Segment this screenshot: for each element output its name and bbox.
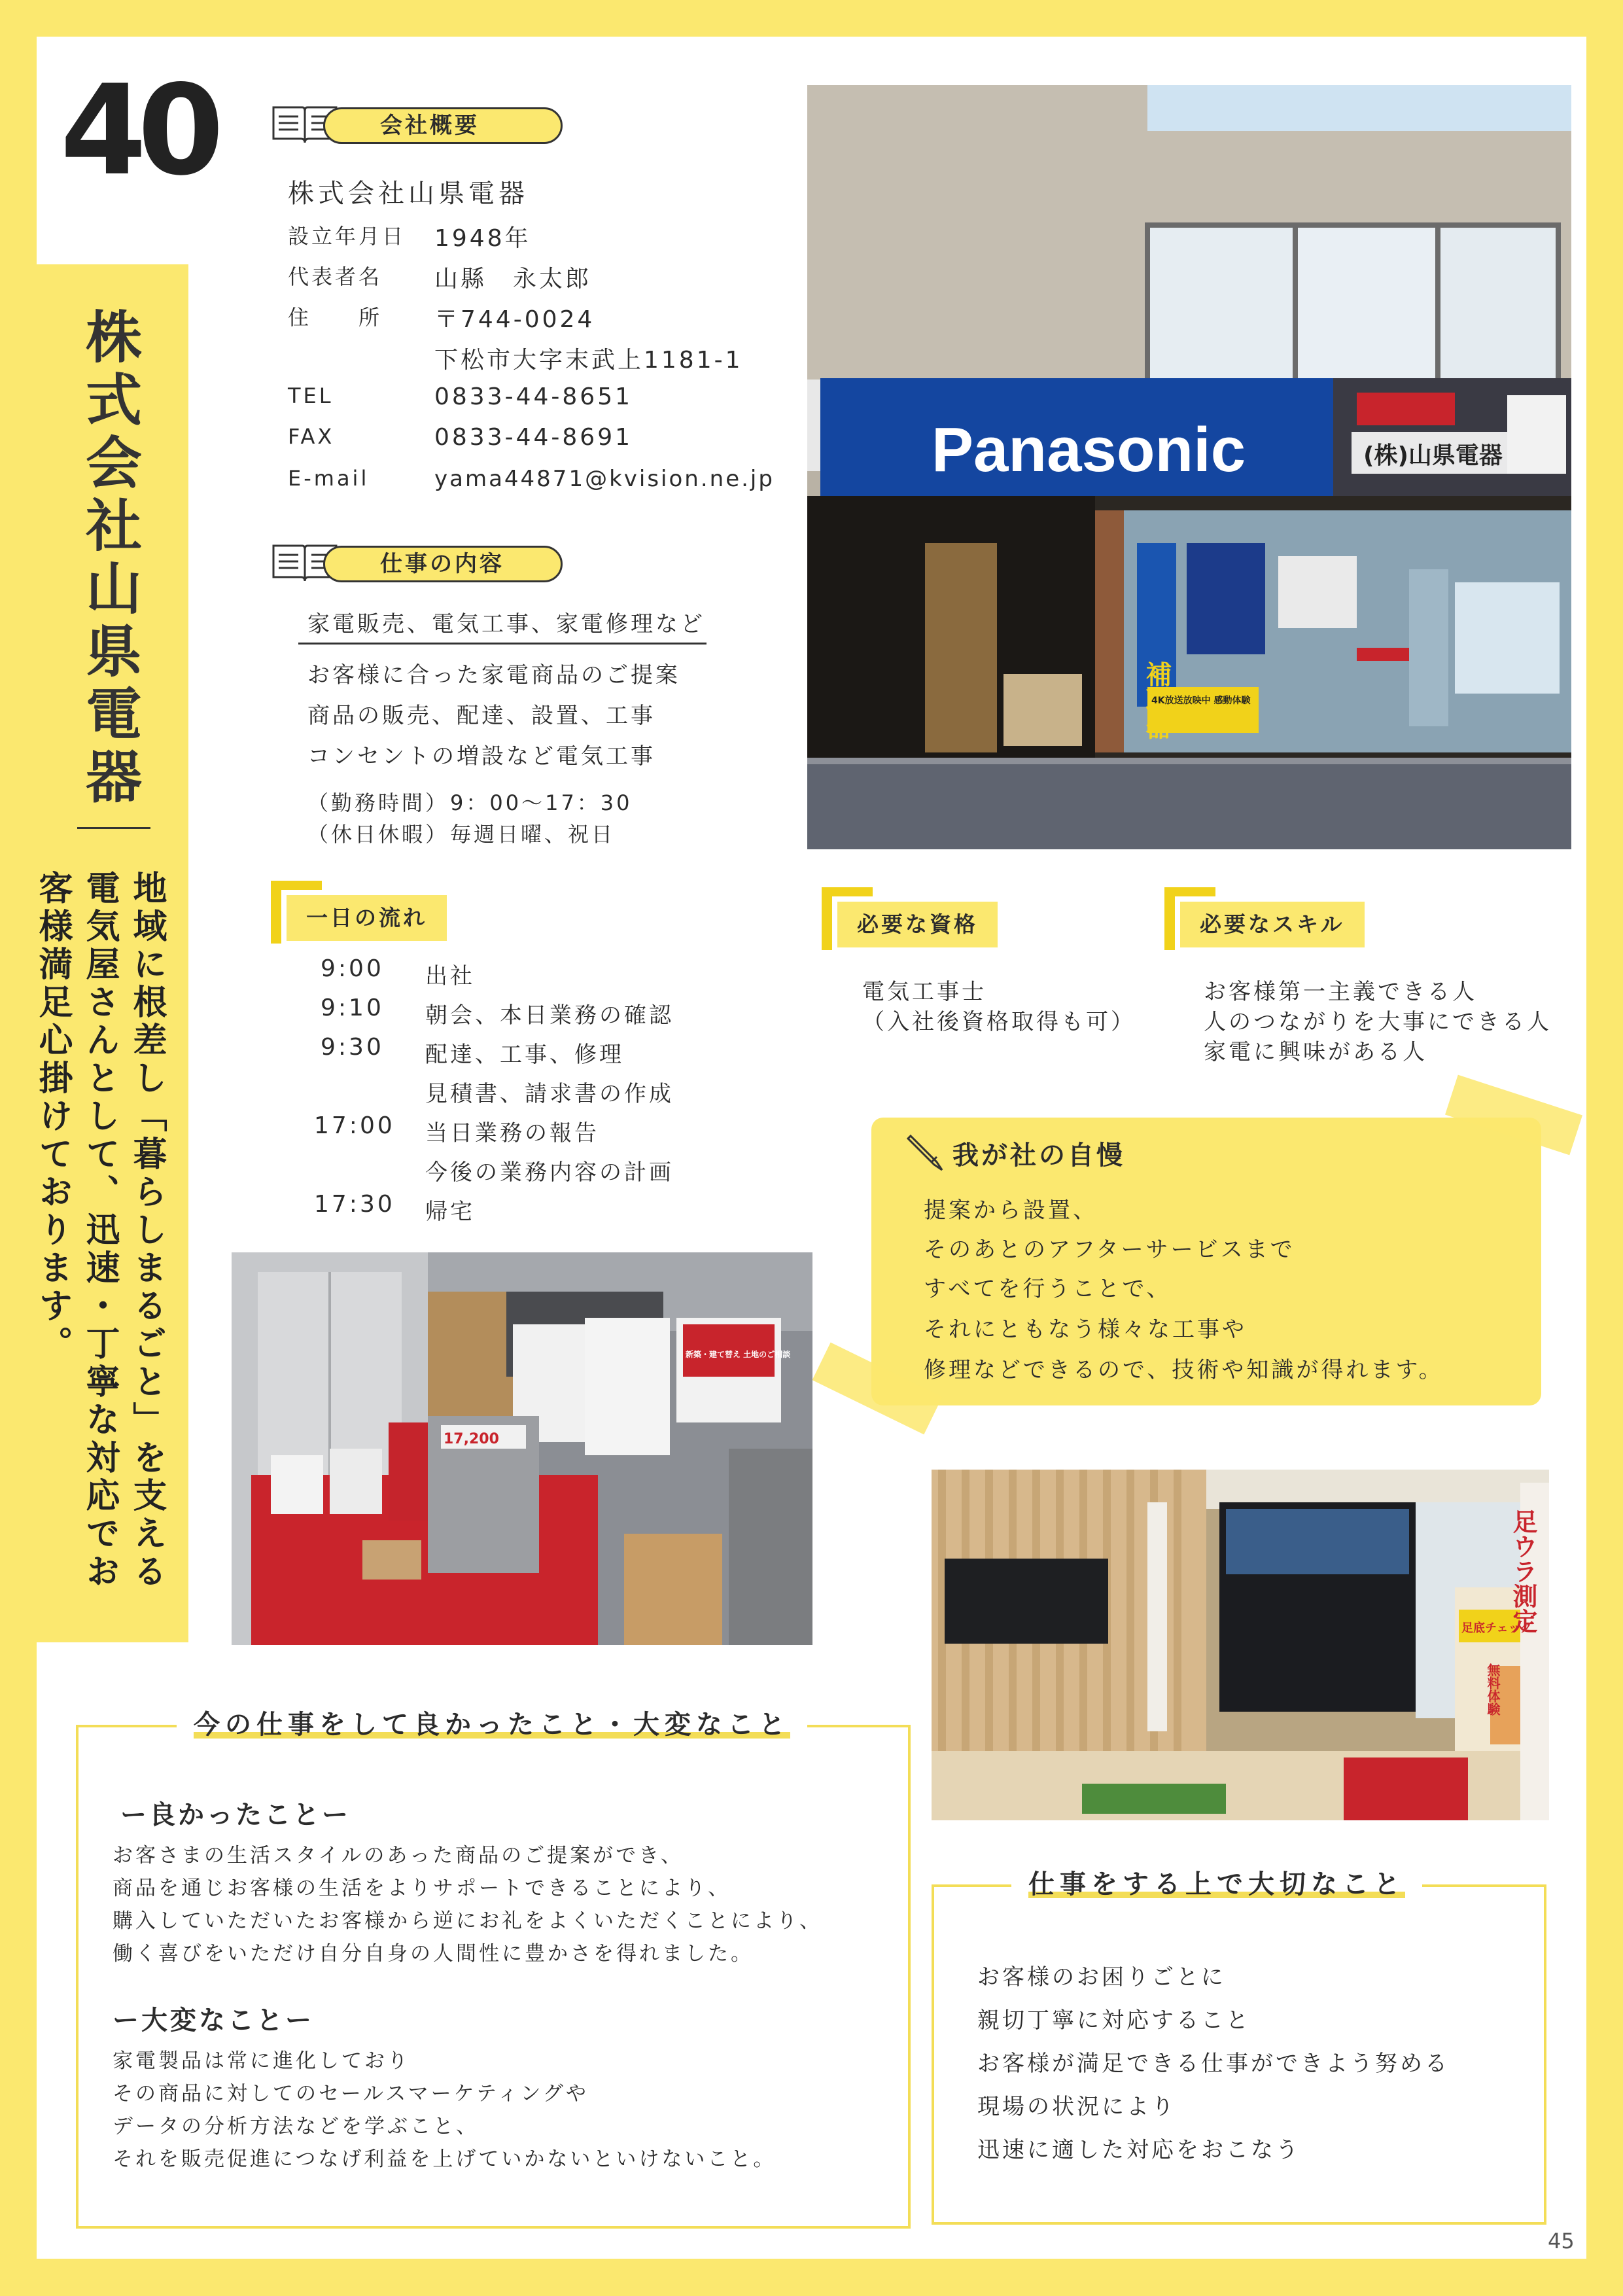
schedule-header	[271, 881, 480, 944]
skills-line: 人のつながりを大事にできる人	[1204, 1009, 1552, 1035]
overview-value: 山縣 永太郎	[434, 266, 592, 292]
work-header	[271, 542, 565, 585]
hard-line: それを販売促進につなげ利益を上げていかないといけないこと。	[113, 2147, 777, 2171]
qualification-line: （入社後資格取得も可）	[862, 1009, 1136, 1035]
work-summary: 家電販売、電気工事、家電修理など	[307, 611, 705, 637]
overview-value: 〒744-0024	[434, 306, 595, 333]
poster-sub: 無料体験	[1485, 1663, 1501, 1716]
pride-line: そのあとのアフターサービスまで	[924, 1237, 1295, 1263]
schedule-task: 帰宅	[425, 1199, 475, 1225]
hard-line: 家電製品は常に進化しており	[113, 2049, 410, 2073]
good-line: 働く喜びをいただけ自分自身の人間性に豊かさを得れました。	[113, 1942, 754, 1966]
work-line: コンセントの増設など電気工事	[307, 743, 655, 769]
schedule-heading: 一日の流れ	[287, 895, 447, 941]
overview-value: 0833-44-8651	[434, 383, 633, 410]
hours-label: （勤務時間）	[307, 790, 449, 815]
schedule-time: 9:10	[321, 995, 384, 1021]
important-line: 親切丁寧に対応すること	[977, 2007, 1251, 2034]
overview-value: 1948年	[434, 225, 531, 252]
qualification-heading: 必要な資格	[837, 902, 998, 947]
poster-check: 足底チェック	[1461, 1621, 1532, 1635]
price-tag-text: 17,200	[444, 1431, 499, 1447]
pride-heading: 我が社の自慢	[952, 1140, 1125, 1171]
important-line: 現場の状況により	[977, 2094, 1176, 2120]
important-line: お客様のお困りごとに	[977, 1964, 1226, 1990]
poster-title: 足ウラ測定	[1509, 1509, 1537, 1633]
hard-line: データの分析方法などを学ぶこと、	[113, 2115, 479, 2138]
sign-name: (株)山県電器	[1363, 442, 1503, 469]
work-line: 商品の販売、配達、設置、工事	[307, 703, 655, 729]
pride-line: すべてを行うことで、	[924, 1276, 1172, 1302]
poster-text: 新築・建て替え 土地のご相談	[686, 1350, 791, 1359]
schedule-task: 配達、工事、修理	[425, 1042, 624, 1068]
skills-line: お客様第一主義できる人	[1204, 979, 1477, 1005]
overview-header	[271, 103, 565, 147]
good-line: お客さまの生活スタイルのあった商品のご提案ができ、	[113, 1844, 684, 1867]
work-heading: 仕事の内容	[323, 546, 563, 582]
schedule-task: 出社	[425, 963, 475, 989]
hours-value: 9：00～17：30	[450, 790, 633, 815]
overview-label: 設立年月日	[288, 224, 406, 249]
sign-brand: Panasonic	[932, 415, 1246, 485]
hard-heading: ー大変なことー	[113, 2005, 314, 2036]
skills-heading: 必要なスキル	[1180, 902, 1365, 947]
overview-label: TEL	[288, 383, 334, 408]
overview-company-name: 株式会社山県電器	[288, 179, 529, 209]
good-line: 商品を通じお客様の生活をよりサポートできることにより、	[113, 1877, 731, 1900]
overview-label: 住 所	[288, 305, 383, 330]
work-line: お客様に合った家電商品のご提案	[307, 662, 680, 688]
good-heading: ー良かったことー	[120, 1800, 351, 1830]
skills-header	[1164, 887, 1387, 950]
shop-interior-photo	[932, 1470, 1549, 1820]
important-line: 迅速に適した対応をおこなう	[977, 2137, 1300, 2163]
hard-line: その商品に対してのセールスマーケティングや	[113, 2082, 589, 2106]
good-line: 購入していただいたお客様から逆にお礼をよくいただくことにより、	[113, 1909, 822, 1933]
overview-label: 代表者名	[288, 264, 383, 289]
title-divider	[77, 827, 150, 829]
page-folio: 45	[1548, 2229, 1575, 2253]
pride-line: それにともなう様々な工事や	[924, 1316, 1247, 1343]
overview-heading: 会社概要	[323, 107, 563, 144]
pride-line: 提案から設置、	[924, 1197, 1098, 1224]
company-title: 株式会社山県電器	[76, 308, 141, 810]
showroom-photo	[232, 1252, 812, 1645]
schedule-time: 17:30	[314, 1191, 395, 1218]
skills-line: 家電に興味がある人	[1204, 1039, 1427, 1065]
qualification-header	[822, 887, 1031, 950]
overview-value: 下松市大字末武上1181-1	[434, 347, 743, 374]
schedule-time: 9:00	[321, 955, 384, 982]
schedule-task: 当日業務の報告	[425, 1120, 599, 1146]
poster-text: 4K放送放映中 感動体験	[1151, 696, 1251, 706]
banner-text: 補聴器	[1142, 661, 1172, 739]
pride-line: 修理などできるので、技術や知識が得れます。	[924, 1357, 1444, 1383]
schedule-task: 今後の業務内容の計画	[425, 1159, 674, 1186]
important-heading: 仕事をする上で大切なこと	[1011, 1863, 1422, 1901]
email-link[interactable]: yama44871@kvision.ne.jp	[434, 466, 775, 492]
overview-label: FAX	[288, 424, 335, 449]
overview-label: E-mail	[288, 466, 370, 491]
overview-value: 0833-44-8691	[434, 424, 633, 451]
company-tagline: 地域に根差し「暮らしまるごと」を支える電気屋さんとして、迅速・丁寧な対応でお客様満足心掛けております。	[33, 870, 166, 1591]
holiday-value: 毎週日曜、祝日	[450, 822, 616, 847]
schedule-time: 9:30	[321, 1034, 384, 1061]
schedule-time: 17:00	[314, 1112, 395, 1139]
holiday-label: （休日休暇）	[307, 822, 449, 847]
important-line: お客様が満足できる仕事ができよう努める	[977, 2051, 1450, 2077]
work-divider	[298, 643, 707, 645]
experience-heading: 今の仕事をして良かったこと・大変なこと	[177, 1704, 807, 1741]
schedule-task: 見積書、請求書の作成	[425, 1081, 674, 1107]
storefront-photo	[807, 85, 1571, 849]
pencil-icon	[905, 1132, 947, 1174]
schedule-task: 朝会、本日業務の確認	[425, 1002, 674, 1029]
qualification-line: 電気工事士	[862, 979, 986, 1005]
company-number: 40	[60, 58, 215, 203]
